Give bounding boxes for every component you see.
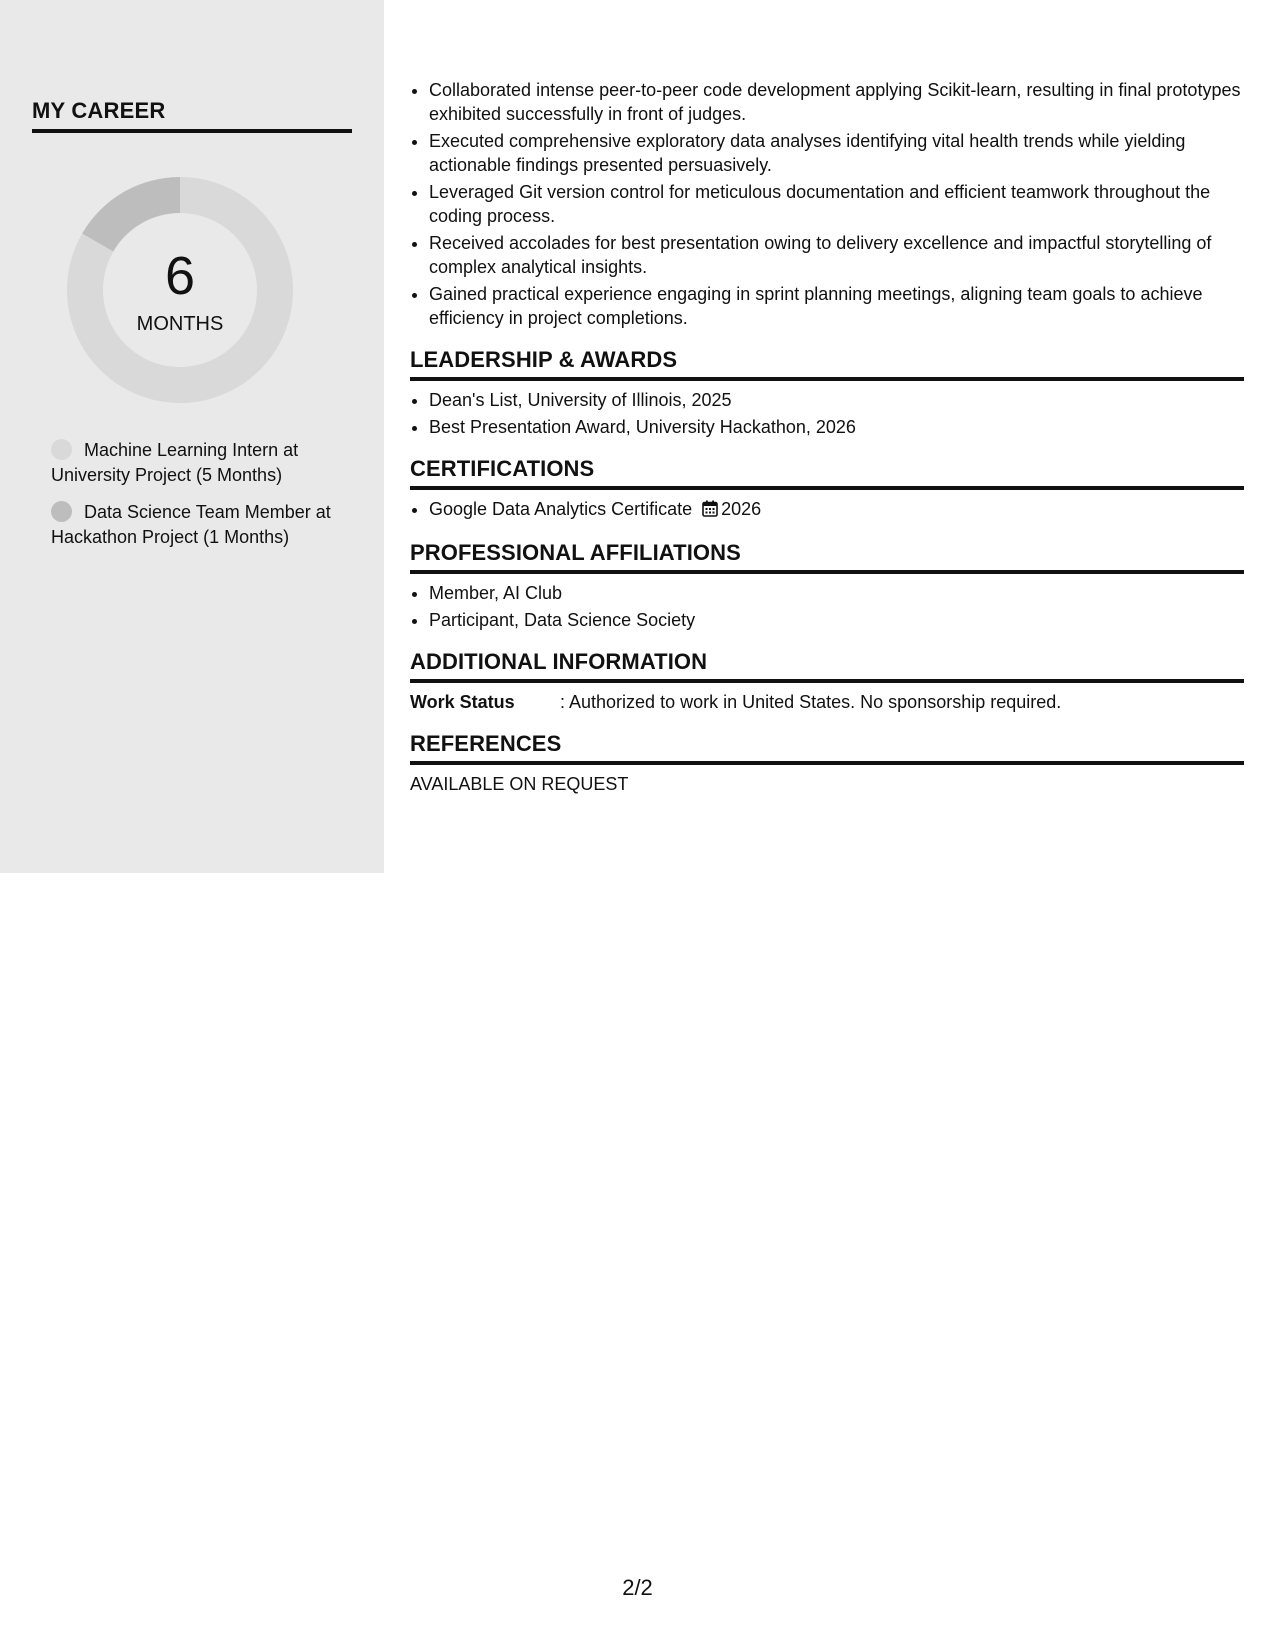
legend-dot (51, 439, 72, 460)
list-item: • Participant, Data Science Society (429, 608, 1244, 632)
calendar-icon (702, 499, 718, 523)
references-text: AVAILABLE ON REQUEST (410, 774, 629, 794)
legend-label: Data Science Team Member at Hackathon Project (1 Months) (51, 502, 331, 547)
section-rule (410, 761, 1244, 765)
total-months-number: 6 (164, 246, 196, 306)
list-item (429, 497, 1244, 523)
leadership-heading: LEADERSHIP & AWARDS (410, 347, 678, 372)
list-item: • Gained practical experience engaging in sprint planning meetings, aligning team goals to achieve efficiency in project completions. (429, 282, 1244, 330)
list-item: • Member, AI Club (429, 581, 1244, 605)
certificate-name: Google Data Analytics Certificate (429, 499, 693, 519)
section-rule (410, 570, 1244, 574)
certifications-heading: CERTIFICATIONS (410, 456, 595, 481)
list-item: • Best Presentation Award, University Hackathon, 2026 (429, 415, 1244, 439)
page-number: 2/2 (622, 1575, 653, 1600)
main-content (410, 78, 1244, 796)
work-status-value: : Authorized to work in United States. No sponsorship required. (560, 692, 1062, 712)
list-item: • Collaborated intense peer-to-peer code development applying Scikit-learn, resulting in final prototypes exhibited successfully in front of judges. (429, 78, 1244, 126)
total-months-unit: MONTHS (136, 313, 224, 335)
certificate-year: 2026 (721, 499, 762, 519)
references-heading: REFERENCES (410, 731, 562, 756)
list-item: • Received accolades for best presentation owing to delivery excellence and impactful storytelling of complex analytical insights. (429, 231, 1244, 279)
sidebar (0, 0, 384, 873)
affiliations-heading: PROFESSIONAL AFFILIATIONS (410, 540, 741, 565)
career-legend (51, 438, 351, 562)
legend-dot (51, 501, 72, 522)
work-status-row (410, 690, 1244, 714)
list-item: • Leveraged Git version control for meticulous documentation and efficient teamwork throughout the coding process. (429, 180, 1244, 228)
legend-item (51, 500, 351, 550)
leadership-list (410, 388, 1244, 439)
list-item: • Executed comprehensive exploratory data analyses identifying vital health trends while yielding actionable findings presented persuasively. (429, 129, 1244, 177)
career-heading-rule (32, 129, 352, 133)
certifications-list (410, 497, 1244, 523)
career-heading: MY CAREER (32, 98, 166, 123)
work-status-label: Work Status (410, 692, 515, 712)
affiliations-list (410, 581, 1244, 632)
legend-item (51, 438, 351, 488)
section-rule (410, 377, 1244, 381)
additional-info-heading: ADDITIONAL INFORMATION (410, 649, 708, 674)
donut-center-label (67, 177, 293, 403)
experience-bullets (410, 78, 1244, 330)
section-rule (410, 679, 1244, 683)
section-rule (410, 486, 1244, 490)
list-item: • Dean's List, University of Illinois, 2025 (429, 388, 1244, 412)
legend-label: Machine Learning Intern at University Project (5 Months) (51, 440, 299, 485)
